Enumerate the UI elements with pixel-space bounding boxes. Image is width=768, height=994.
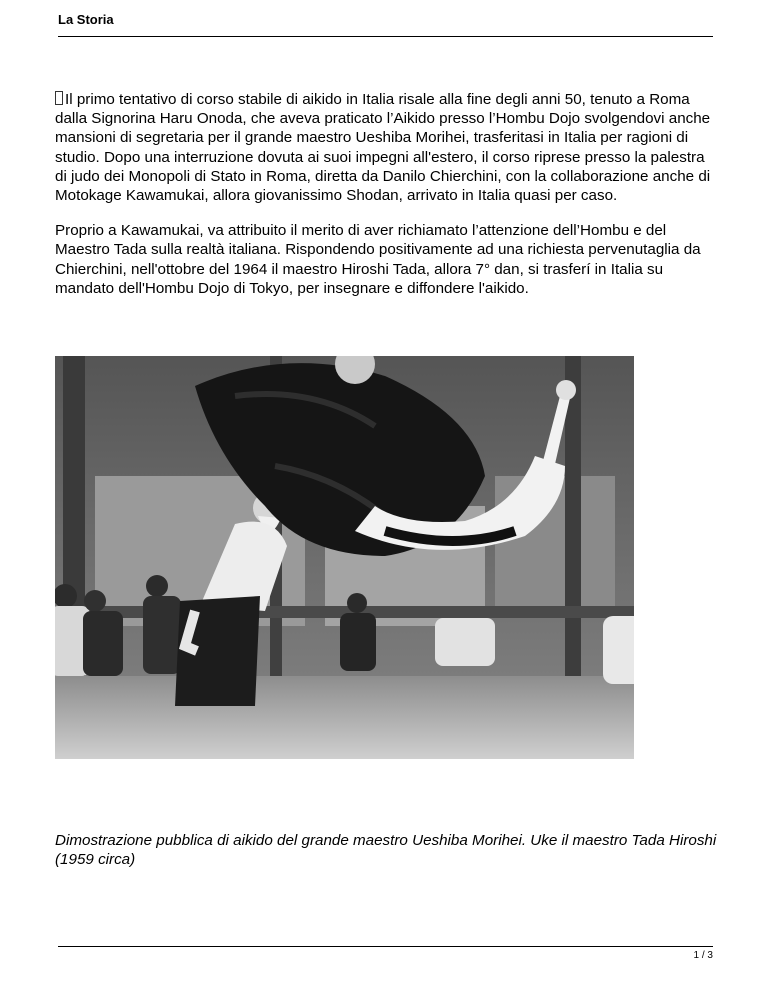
photo-caption: Dimostrazione pubblica di aikido del grande maestro Ueshiba Morihei. Uke il maestro Tada Hiroshi (1959 circa) — [55, 832, 717, 869]
page-footer — [58, 946, 713, 961]
paragraph-2: Proprio a Kawamukai, va attribuito il merito di aver richiamato l’attenzione dell’Hombu e del Maestro Tada sulla realtà italiana. Rispondendo positivamente ad una richiesta pervenutaglia da Chierchini, nell'ottobre del 1964 il maestro Hiroshi Tada, allora 7° dan, si trasferí in Italia su mandato dell'Hombu Dojo di Tokyo, per insegnare e diffondere l'aikido. — [55, 222, 701, 297]
article-body — [55, 90, 720, 314]
page-header — [58, 8, 713, 37]
paragraph-1-text: Il primo tentativo di corso stabile di aikido in Italia risale alla fine degli anni 50, tenuto a Roma dalla Signorina Haru Onoda, che aveva praticato l’Aikido presso l’Hombu Dojo svolgendovi anche mansioni di segretaria per il grande maestro Ueshiba Morihei, trasferitasi in Italia per ragioni di studio. Dopo una interruzione dovuta ai suoi impegni all'estero, il corso riprese presso la palestra di judo dei Monopoli di Stato in Roma, diretta da Danilo Chierchini, con la collaborazione anche di Motokage Kawamukai, allora giovanissimo Shodan, arrivato in Italia quasi per caso. — [55, 91, 711, 205]
aikido-demonstration-photo — [55, 356, 634, 759]
missing-glyph-icon — [55, 91, 63, 105]
page-number: 1 / 3 — [693, 950, 713, 961]
paragraph-1 — [55, 90, 720, 205]
header-title: La Storia — [58, 12, 114, 27]
photo-illustration — [55, 356, 634, 759]
